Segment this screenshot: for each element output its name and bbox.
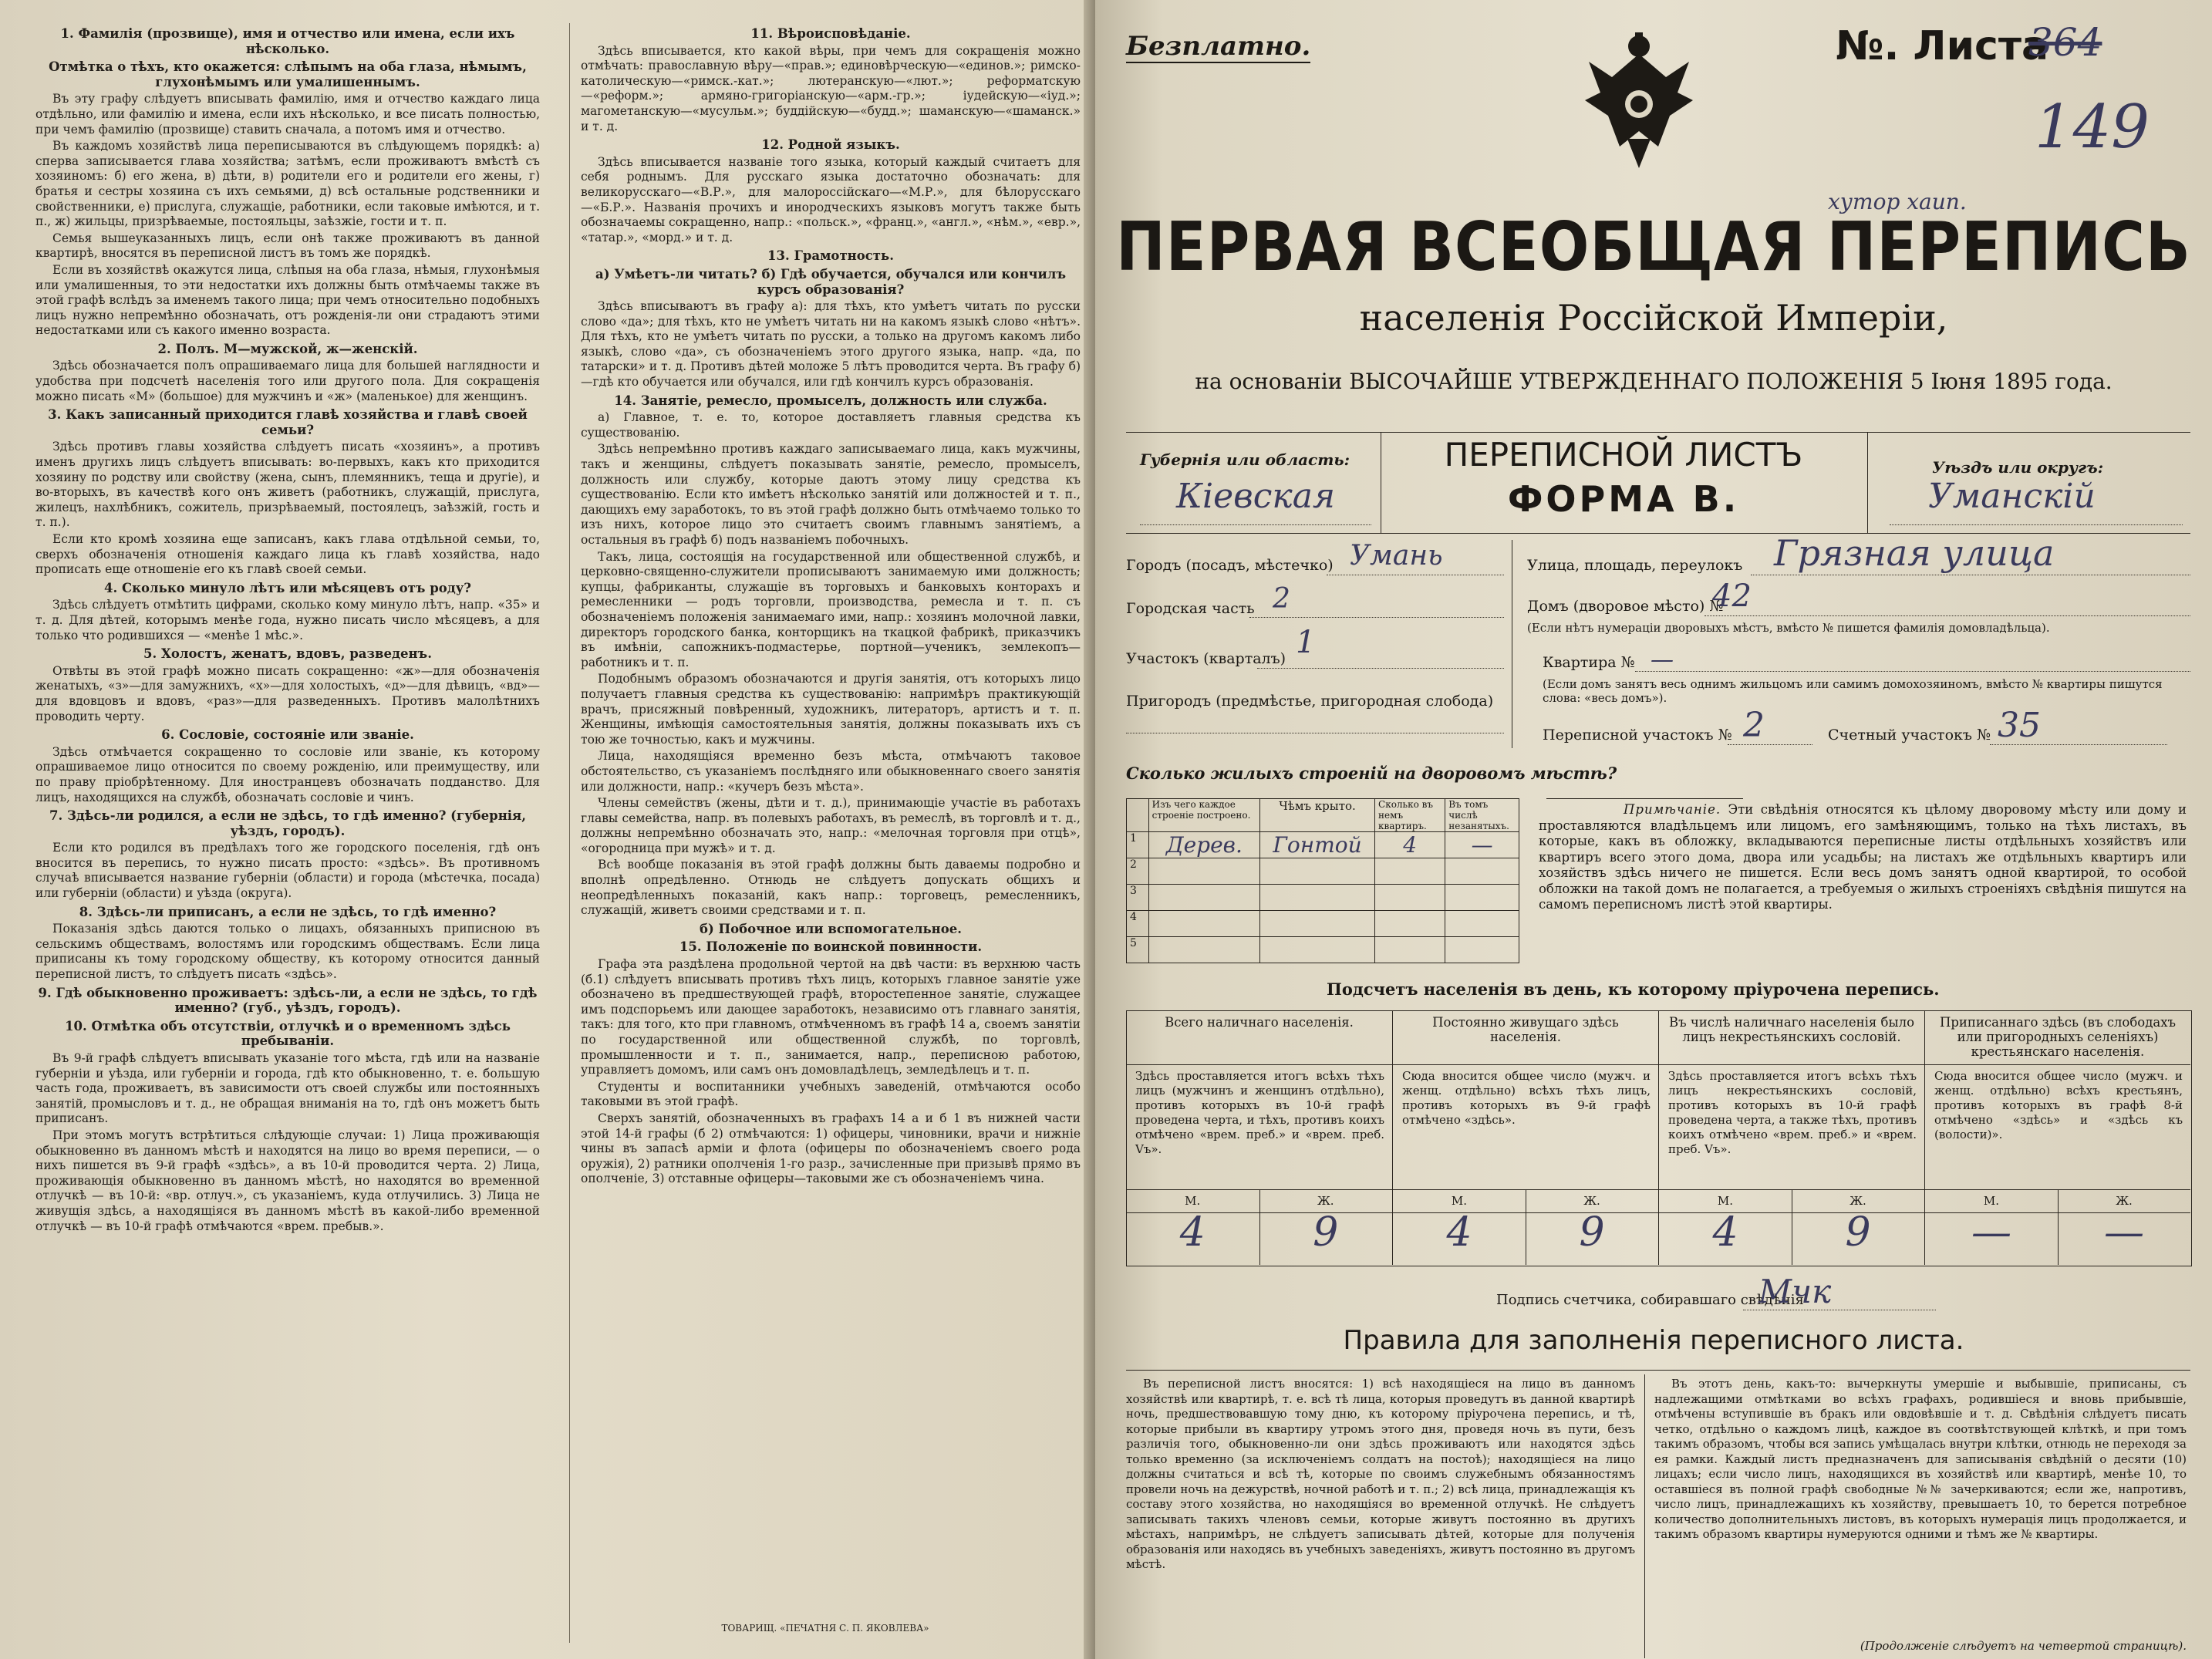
district-label: Уѣздъ или округъ: (1932, 458, 2104, 477)
buildings-cell-n: 4 (1127, 911, 1149, 937)
instruction-paragraph: Здѣсь слѣдуетъ отмѣтить цифрами, сколько кому минуло лѣтъ, напр. «35» и т. д. Для дѣтей, которымъ менѣе года, нужно писать число мѣсяцевъ, а для только что родившихся — «менѣе 1 мѣс.». (35, 598, 540, 642)
buildings-cell-n: 1 (1127, 832, 1149, 858)
instruction-paragraph: Лица, находящіяся временно безъ мѣста, отмѣчаютъ таковое обстоятельство, съ указаніемъ послѣдняго или обыкновеннаго своего занятія или должности, напр.: «кучеръ безъ мѣста». (581, 749, 1081, 794)
count-column (1126, 1010, 1392, 1265)
male-label: М. (1717, 1194, 1734, 1208)
count-column-title: Приписаннаго здѣсь (въ слободахъ или пригородныхъ селеніяхъ) крестьянскаго населенія. (1939, 1015, 2177, 1059)
house-note: (Если нѣтъ нумераціи дворовыхъ мѣстъ, вмѣсто № пишется фамилія домовладѣльца). (1527, 621, 2050, 635)
female-label: Ж. (1583, 1194, 1600, 1208)
count-column-description: Здѣсь проставляется итогъ всѣхъ тѣхъ лицъ некрестьянскихъ сословій, противъ которыхъ въ 10-й графѣ проведена черта, а также тѣхъ, противъ коихъ отмѣчено «врем. преб.» и «врем. преб. Vъ». (1668, 1069, 1917, 1156)
signature-label: Подпись счетчика, собиравшаго свѣдѣнія (1496, 1292, 1804, 1308)
buildings-header-apts: Сколько въ немъ квартиръ. (1375, 799, 1445, 832)
instruction-heading: 12. Родной языкъ. (761, 137, 900, 153)
precinct-line (1257, 668, 1504, 669)
buildings-cell-roof: Гонтой (1260, 832, 1375, 858)
female-label: Ж. (1850, 1194, 1866, 1208)
count-female-value: 9 (1313, 1209, 1339, 1256)
count-section-value: 35 (1998, 706, 2041, 745)
instruction-heading: 6. Сословіе, состояніе или званіе. (161, 727, 414, 743)
instruction-heading: 1. Фамилія (прозвище), имя и отчество или имена, если ихъ нѣсколько. (60, 26, 515, 56)
count-column (1658, 1010, 1924, 1265)
street-value: Грязная улица (1774, 532, 2055, 574)
count-female-value: 9 (1845, 1209, 1871, 1256)
male-label: М. (1983, 1194, 2000, 1208)
census-subtitle: населенія Россійской Имперіи, (1359, 297, 1948, 339)
imperial-eagle-icon (1581, 31, 1697, 170)
province-label: Губернія или область: (1140, 450, 1350, 469)
buildings-cell-material (1148, 937, 1259, 963)
buildings-row (1127, 832, 1519, 858)
female-label: Ж. (2116, 1194, 2133, 1208)
printer-footer: ТОВАРИЩ. «ПЕЧАТНЯ С. П. ЯКОВЛЕВА» (721, 1623, 929, 1634)
apartment-label: Квартира № (1543, 654, 1635, 671)
count-female-value: — (2104, 1209, 2144, 1256)
buildings-header-roof: Чѣмъ крыто. (1260, 799, 1375, 832)
instruction-paragraph: Семья вышеуказанныхъ лицъ, если онѣ также проживаютъ въ данной квартирѣ, вносятся въ переписной листъ въ томъ же порядкѣ. (35, 231, 540, 261)
buildings-header-material: Изъ чего каждое строеніе построено. (1148, 799, 1259, 832)
city-part-line (1249, 617, 1504, 618)
buildings-table (1126, 798, 1519, 963)
precinct-label: Участокъ (кварталъ) (1126, 650, 1286, 667)
sheet-number-label: №. Листа (1836, 23, 2049, 69)
signature-value: Мчк (1758, 1273, 1832, 1310)
instruction-heading: а) Умѣетъ-ли читать? б) Гдѣ обучается, обучался или кончилъ курсъ образованія? (595, 266, 1066, 297)
buildings-cell-apts (1375, 937, 1445, 963)
count-column-title: Въ числѣ наличнаго населенія было лицъ некрестьянскихъ сословій. (1668, 1015, 1915, 1044)
instruction-heading: 9. Гдѣ обыкновенно проживаетъ: здѣсь-ли, а если не здѣсь, то гдѣ именно? (губ., уѣздъ, городъ). (38, 985, 538, 1016)
male-label: М. (1451, 1194, 1468, 1208)
sheet-number-struck: 364 (2028, 20, 2102, 65)
handwritten-note: хутор хаип. (1828, 189, 1967, 214)
note-text: Эти свѣдѣнія относятся къ цѣлому дворовому мѣсту или дому и проставляются владѣльцемъ или лицомъ, его замѣняющимъ, только на тѣхъ листахъ, въ которые, какъ въ обложку, вкладываются переписные листы отдѣльныхъ хозяйствъ или квартиръ всего этого дома, двора или усадьбы; на листахъ же отдѣльныхъ квартиръ или хозяйствъ здѣсь ничего не пишется. Если весь домъ занятъ одной квартирой, то особой обложки на такой домъ не полагается, а требуемыя о жилыхъ строеніяхъ свѣдѣнія пишутся на самомъ переписномъ листѣ этой квартиры. (1539, 802, 2187, 912)
city-value: Умань (1350, 540, 1443, 572)
apartment-line (1635, 671, 2190, 672)
count-column-description: Сюда вносится общее число (мужч. и женщ. отдѣльно) всѣхъ тѣхъ лицъ, противъ которыхъ въ 9-й графѣ отмѣчено «здѣсь». (1402, 1069, 1651, 1127)
instruction-heading: 3. Какъ записанный приходится главѣ хозяйства и главѣ своей семьи? (48, 407, 528, 437)
instruction-paragraph: Въ эту графу слѣдуетъ вписывать фамилію, имя и отчество каждаго лица отдѣльно, или фамилію и имена, если ихъ нѣсколько, и все писать полностью, при чемъ фамилію (прозвище) ставить сначала, а потомъ имя и отчество. (35, 92, 540, 137)
instruction-paragraph: Отвѣты въ этой графѣ можно писать сокращенно: «ж»—для обозначенія женатыхъ, «з»—для замужнихъ, «х»—для холостыхъ, «д»—для дѣвицъ, «вд»—для вдовцовъ и вдовъ, «раз»—для разведенныхъ. Противъ малолѣтнихъ проводить черту. (35, 663, 540, 723)
instruction-heading: 14. Занятіе, ремесло, промыселъ, должность или служба. (614, 393, 1047, 408)
instructions-column-2 (569, 23, 1081, 1643)
province-line (1140, 524, 1371, 525)
buildings-row (1127, 937, 1519, 963)
instruction-paragraph: Всѣ вообще показанія въ этой графѣ должны быть даваемы подробно и вполнѣ опредѣленно. Отнюдь не слѣдуетъ допускать общихъ и неопредѣленныхъ показаній, какъ напр.: торговецъ, ремесленникъ, служащій, живетъ своими средствами и т. п. (581, 858, 1081, 918)
instruction-paragraph: Если кто кромѣ хозяина еще записанъ, какъ глава отдѣльной семьи, то, сверхъ обозначенія отношенія каждаго лица къ главѣ хозяйства, надо прописать еще отношеніе его къ главѣ своей семьи. (35, 532, 540, 577)
suburb-label: Пригородъ (предмѣстье, пригородная слобода) (1126, 693, 1494, 710)
census-section-label: Переписной участокъ № (1543, 727, 1732, 744)
count-male-value: 4 (1446, 1209, 1472, 1256)
census-title: ПЕРВАЯ ВСЕОБЩАЯ ПЕРЕПИСЬ (1116, 207, 2191, 286)
buildings-row (1127, 858, 1519, 885)
province-value: Кіевская (1176, 477, 1336, 516)
buildings-cell-apts (1375, 911, 1445, 937)
census-basis: на основаніи ВЫСОЧАЙШЕ УТВЕРЖДЕННАГО ПОЛОЖЕНІЯ 5 Іюня 1895 года. (1195, 369, 2113, 394)
buildings-cell-material (1148, 911, 1259, 937)
instruction-paragraph: Въ каждомъ хозяйствѣ лица переписываются въ слѣдующемъ порядкѣ: а) сперва записывается глава хозяйства; затѣмъ, если проживаютъ вмѣстѣ съ хозяиномъ: б) его жена, в) дѣти, в) родители его и родители его жены, г) братья и сестры хозяина съ ихъ семьями, д) всѣ остальные родственники и свойственники, е) прислуга, служащіе, работники, если таковые имѣются, и т. п., ж) жильцы, призрѣваемые, постояльцы, заѣзжіе, гости и т. п. (35, 139, 540, 229)
buildings-cell-n: 5 (1127, 937, 1149, 963)
district-value: Уманскій (1928, 477, 2096, 516)
rules-left-column: Въ переписной листъ вносятся: 1) всѣ находящіеся на лицо въ данномъ хозяйствѣ или квартирѣ, т. е. всѣ тѣ лица, которыя проведутъ въ данной квартирѣ ночь, предшествовавшую тому дню, къ которому пріурочена перепись, и тѣ, которые прибыли въ квартиру утромъ этого дня, проведя ночь въ пути, безъ различія того, обыкновенно-ли они здѣсь проживаютъ или находятся здѣсь только временно (за исключеніемъ солдатъ на постоѣ); находящіеся на лицо должны считаться и всѣ тѣ, которые по своимъ служебнымъ обязанностямъ провели ночь на дежурствѣ, ночной работѣ и т. п.; 2) всѣ лица, принадлежащія къ составу этого хозяйства, но находящіяся во временной отлучкѣ. Не слѣдуетъ записывать такихъ членовъ семьи, которые живутъ постоянно въ другихъ мѣстахъ, напримѣръ, не слѣдуетъ записывать дѣтей, которые для полученія образованія или находясь въ учебныхъ заведеніяхъ, живутъ постоянно въ другомъ мѣстѣ. (1126, 1377, 1635, 1571)
count-male-value: — (1971, 1209, 2011, 1256)
rules-heading: Правила для заполненія переписного листа. (1343, 1325, 1964, 1356)
buildings-header-empty: Въ томъ числѣ незанятыхъ. (1445, 799, 1519, 832)
instruction-paragraph: Сверхъ занятій, обозначенныхъ въ графахъ 14 а и б 1 въ нижней части этой 14-й графы (б 2) отмѣчаются: 1) офицеры, чиновники, врачи и нижніе чины въ запасѣ арміи и флота (офицеры по обозначеніемъ своего рода оружія), 2) ратники ополченія 1-го разр., зачисленные при призывѣ прямо въ ополченіе, 3) отставные офицеры—таковыми же съ обозначеніемъ чина. (581, 1111, 1081, 1186)
buildings-cell-apts: 4 (1375, 832, 1445, 858)
instruction-heading: 13. Грамотность. (767, 248, 894, 264)
count-column (1924, 1010, 2190, 1265)
census-form-page (1095, 0, 2212, 1659)
instruction-paragraph: Здѣсь вписывается названіе того языка, который каждый считаетъ для себя роднымъ. Для русскаго языка достаточно обозначать: для великорусскаго—«В.Р.», для малороссійскаго—«М.Р.», для бѣлорусскаго—«Б.Р.». Названія прочихъ и инородческихъ языковъ могутъ также быть обозначаемы сокращенно, напр.: «польск.», «франц.», «англ.», «нѣм.», «евр.», «татар.», «морд.» и т. д. (581, 154, 1081, 244)
buildings-question: Сколько жилыхъ строеній на дворовомъ мѣстѣ? (1126, 764, 1617, 783)
left-page (0, 0, 1095, 1659)
instructions-column-1 (35, 23, 540, 1236)
instruction-paragraph: Здѣсь противъ главы хозяйства слѣдуетъ писать «хозяинъ», а противъ именъ другихъ лицъ слѣдуетъ вписывать: во-первыхъ, какъ кто приходится хозяину по родству или свойству (жена, сынъ, племянникъ, теща и другіе), и во-вторыхъ, въ качествѣ кого онъ живетъ (работникъ, служащій, прислуга, жилецъ, нахлѣбникъ, сожитель, призрѣваемый, постоялецъ, заѣзжій, гость и т. п.). (35, 440, 540, 530)
instruction-paragraph: Здѣсь непремѣнно противъ каждаго записываемаго лица, какъ мужчины, такъ и женщины, слѣдуетъ показывать занятіе, ремесло, промыселъ, должность или службу, которые даютъ этому лицу средства къ существованію. Если кто имѣетъ нѣсколько занятій или должностей и т. п., дающихъ ему заработокъ, то въ этой графѣ должно быть отмѣчаемо только то изъ нихъ, которое лицо это считаетъ своимъ главнымъ занятіемъ, а остальныя въ графѣ б) подъ названіемъ побочныхъ. (581, 442, 1081, 547)
male-label: М. (1185, 1194, 1201, 1208)
city-part-label: Городская часть (1126, 600, 1255, 617)
instruction-paragraph: Студенты и воспитанники учебныхъ заведеній, отмѣчаются особо таковыми въ этой графѣ. (581, 1079, 1081, 1109)
census-section-value: 2 (1743, 706, 1765, 745)
census-section-line (1728, 744, 1812, 745)
count-column-title: Постоянно живущаго здѣсь населенія. (1432, 1015, 1619, 1044)
instruction-paragraph: Здѣсь вписываютъ въ графу а): для тѣхъ, кто умѣетъ читать по русски слово «да»; для тѣхъ, кто не умѣетъ читать ни на какомъ языкѣ слово «нѣтъ». Для тѣхъ, кто не умѣетъ читать по русски, а только на другомъ какомъ либо языкѣ, слово «да», съ обозначеніемъ этого другого языка, напр. «да, по татарски» и т. д. Противъ дѣтей моложе 5 лѣтъ проводится черта. Въ графу б)—гдѣ кто обучается или обучался, или гдѣ кончилъ курсъ образованія. (581, 299, 1081, 389)
buildings-cell-empty (1445, 858, 1519, 885)
buildings-cell-empty (1445, 885, 1519, 911)
instruction-paragraph: Такъ, лица, состоящія на государственной или общественной службѣ, и церковно-священно-служители прописываютъ занимаемую ими должность; купцы, фабриканты, служащіе въ торговыхъ и банковыхъ конторахъ и ремесленники — родъ торговли, производства, ремесла и т. п. съ обозначеніемъ положенія занимаемаго ими, напр.: хозяинъ молочной лавки, директоръ городского банка, конторщикъ на ткацкой фабрикѣ, приказчикъ въ имѣніи, сапожникъ-подмастерье, портной—ученикъ, землекопъ—работникъ и т. п. (581, 549, 1081, 669)
form-title: ПЕРЕПИСНОЙ ЛИСТЪ (1444, 436, 1803, 474)
instruction-heading: 10. Отмѣтка объ отсутствіи, отлучкѣ и о временномъ здѣсь пребываніи. (65, 1018, 511, 1049)
buildings-cell-roof (1260, 937, 1375, 963)
count-column-title: Всего наличнаго населенія. (1165, 1015, 1354, 1030)
count-column-description: Сюда вносится общее число (мужч. и женщ. отдѣльно) всѣхъ крестьянъ, противъ которыхъ въ графѣ 8-й отмѣчено «здѣсь» и «здѣсь къ (волости)». (1934, 1069, 2183, 1141)
instruction-heading: б) Побочное или вспомогательное. (699, 921, 963, 936)
buildings-cell-roof (1260, 911, 1375, 937)
buildings-cell-roof (1260, 858, 1375, 885)
instruction-heading: 15. Положеніе по воинской повинности. (679, 939, 983, 955)
house-line (1705, 615, 2190, 616)
buildings-row (1127, 911, 1519, 937)
note-top-rule (1546, 798, 1743, 799)
instruction-paragraph: Показанія здѣсь даются только о лицахъ, обязанныхъ приписною въ сельскимъ обществамъ, волостямъ или городскимъ обществамъ. Если лица приписаны къ тому городскому обществу, къ которому относится данный переписной листъ, то слѣдуетъ писать «здѣсь». (35, 922, 540, 982)
count-column-description: Здѣсь проставляется итогъ всѣхъ тѣхъ лицъ (мужчинъ и женщинъ отдѣльно), противъ которыхъ въ 10-й графѣ проведена черта, и тѣхъ, противъ коихъ отмѣчено «врем. преб.» и «врем. преб. Vъ». (1135, 1069, 1384, 1156)
instruction-paragraph: Подобнымъ образомъ обозначаются и другія занятія, отъ которыхъ лицо получаетъ главныя средства къ существованію: напримѣръ практикующій врачъ, присяжный повѣренный, художникъ, литераторъ, артистъ и т. п. Женщины, имѣющія самостоятельныя занятія, должны показывать ихъ съ тою же точностью, какъ и мужчины. (581, 672, 1081, 747)
instruction-paragraph: а) Главное, т. е. то, которое доставляетъ главныя средства къ существованію. (581, 410, 1081, 440)
buildings-cell-material (1148, 885, 1259, 911)
female-label: Ж. (1317, 1194, 1334, 1208)
form-type: ФОРМА В. (1507, 478, 1740, 520)
count-section-label: Счетный участокъ № (1828, 727, 1991, 744)
count-male-value: 4 (1179, 1209, 1205, 1256)
count-female-value: 9 (1579, 1209, 1605, 1256)
buildings-cell-empty (1445, 911, 1519, 937)
instruction-heading: 2. Полъ. М—мужской, ж—женскій. (157, 341, 418, 356)
note-heading: Примѣчаніе. (1624, 802, 1721, 817)
rules-continued: (Продолженіе слѣдуетъ на четвертой страницѣ). (1860, 1639, 2187, 1653)
instruction-paragraph: Если кто родился въ предѣлахъ того же городского поселенія, гдѣ онъ вносится въ перепись, то нужно писать просто: «здѣсь». Въ противномъ случаѣ вписывается название губерніи (области) и города (мѣстечка, посада) или губерніи (области) и уѣзда (округа). (35, 841, 540, 901)
instruction-heading: 11. Вѣроисповѣданіе. (750, 26, 911, 41)
buildings-cell-empty (1445, 937, 1519, 963)
sheet-number-handwritten: 149 (2035, 93, 2150, 162)
instruction-paragraph: Если въ хозяйствѣ окажутся лица, слѣпыя на оба глаза, нѣмыя, глухонѣмыя или умалишенныя, то эти недостатки ихъ должны быть отмѣчаемы также въ этой графѣ вслѣдъ за именемъ такого лица; при чемъ относительно подобныхъ лицъ нужно непремѣнно обозначать, отъ рожденія-ли они страдаютъ этими недостатками или съ какого именно возраста. (35, 262, 540, 338)
instruction-paragraph: Здѣсь обозначается полъ опрашиваемаго лица для большей наглядности и удобства при подсчетѣ населенія того или другого пола. Для сокращенія можно писать «М» (большое) для мужчинъ и «ж» (маленькое) для женщинъ. (35, 359, 540, 403)
buildings-cell-apts (1375, 858, 1445, 885)
count-section-line (1990, 744, 2167, 745)
instruction-paragraph: Здѣсь отмѣчается сокращенно то сословіе или званіе, къ которому опрашиваемое лицо относится по своему рожденію, или преимуществу, или по праву пріобрѣтенному. Для иностранцевъ обозначать подданство. Для лицъ, находящихся на службѣ, обозначать сословіе и чинъ. (35, 744, 540, 804)
buildings-cell-n: 2 (1127, 858, 1149, 885)
rules-divider (1644, 1374, 1645, 1658)
buildings-row (1127, 885, 1519, 911)
count-heading: Подсчетъ населенія въ день, къ которому пріурочена перепись. (1327, 980, 1940, 999)
rules-top-rule (1126, 1370, 2190, 1371)
buildings-cell-n: 3 (1127, 885, 1149, 911)
note-block (1539, 802, 2187, 913)
street-label: Улица, площадь, переулокъ (1527, 557, 1743, 574)
house-label: Домъ (дворовое мѣсто) № (1527, 598, 1724, 615)
apartment-value: — (1651, 646, 1674, 673)
instruction-heading: 5. Холостъ, женатъ, вдовъ, разведенъ. (143, 646, 432, 662)
instruction-paragraph: Въ 9-й графѣ слѣдуетъ вписывать указаніе того мѣста, гдѣ или на названіе губерніи и уѣзда, или губерніи и города, гдѣ кто обыкновенно, т. е. большую часть года, проживаетъ, въ зависимости отъ своей службы или постоянныхъ занятій, промысловъ и т. д., не обращая вниманія на то, гдѣ онъ можетъ быть приписанъ. (35, 1051, 540, 1126)
instruction-paragraph: Члены семействъ (жены, дѣти и т. д.), принимающіе участіе въ работахъ главы семейства, напр. въ полевыхъ работахъ, въ ремеслѣ, въ торговлѣ и т. д., должны непремѣнно обозначать это, напр.: «мелочная торговля при отцѣ», «огородница при мужѣ» и т. д. (581, 796, 1081, 855)
count-male-value: 4 (1712, 1209, 1738, 1256)
instruction-heading: 7. Здѣсь-ли родился, а если не здѣсь, то гдѣ именно? (губернія, уѣздъ, городъ). (49, 808, 526, 838)
apartment-note: (Если домъ занятъ весь однимъ жильцомъ или самимъ домохозяиномъ, вмѣсто № квартиры пишутся слова: «весь домъ»). (1543, 677, 2163, 705)
instruction-heading: 4. Сколько минуло лѣтъ или мѣсяцевъ отъ роду? (104, 580, 471, 595)
precinct-value: 1 (1296, 625, 1316, 660)
buildings-cell-material (1148, 858, 1259, 885)
buildings-cell-material: Дерев. (1148, 832, 1259, 858)
instruction-heading: Отмѣтка о тѣхъ, кто окажется: слѣпымъ на оба глаза, нѣмымъ, глухонѣмымъ или умалишеннымъ. (49, 59, 527, 89)
district-line (1890, 524, 2183, 525)
house-value: 42 (1712, 578, 1752, 614)
rules-right-column: Въ этотъ день, какъ-то: вычеркнуты умершіе и выбывшіе, приписаны, съ надлежащими отмѣтками во всѣхъ графахъ, родившіеся и вновь прибывшіе, отмѣчены вступившіе въ бракъ или овдовѣвшіе и т. д. Свѣдѣнія слѣдуетъ писать четко, отдѣльно о каждомъ лицѣ, каждое въ соотвѣтствующей клѣткѣ, и при томъ такимъ образомъ, чтобы вся запись умѣщалась внутри клѣтки, отнюдь не переходя за ея рамки. Каждый листъ предназначенъ для записыванія свѣдѣній о десяти (10) лицахъ; если число лицъ, находящихся въ хозяйствѣ или квартирѣ, менѣе 10, то оставшіеся въ полной графѣ свободные №№ зачеркиваются; если же, напротивъ, число лицъ, принадлежащихъ къ хозяйству, превышаетъ 10, то берется потребное количество дополнительныхъ листовъ, въ которыхъ нумерація лицъ продолжается, и такимъ образомъ квартиры нумеруются одними и тѣмъ же № квартиры. (1654, 1377, 2187, 1541)
instruction-paragraph: Здѣсь вписывается, кто какой вѣры, при чемъ для сокращенія можно отмѣчать: православную вѣру—«прав.»; единовѣрческую—«единов.»; римско-католическую—«римск.-кат.»; лютеранскую—«лют.»; реформатскую—«реформ.»; армяно-григоріанскую—«арм.-гр.»; іудейскую—«іуд.»; магометанскую—«мусульм.»; буддійскую—«будд.»; шаманскую—«шаманск.» и т. д. (581, 43, 1081, 133)
buildings-cell-empty: — (1445, 832, 1519, 858)
free-label: Безплатно. (1126, 31, 1311, 62)
city-label: Городъ (посадъ, мѣстечко) (1126, 557, 1334, 574)
city-part-value: 2 (1273, 583, 1290, 615)
buildings-cell-apts (1375, 885, 1445, 911)
count-column (1392, 1010, 1658, 1265)
instruction-heading: 8. Здѣсь-ли приписанъ, а если не здѣсь, то гдѣ именно? (79, 904, 497, 919)
instruction-paragraph: Графа эта раздѣлена продольной чертой на двѣ части: въ верхнюю часть (б.1) слѣдуетъ вписывать противъ тѣхъ лицъ, которыхъ главное занятіе уже обозначено въ предшествующей графѣ, второстепенное занятіе, служащее имъ подспорьемъ или дающее заработокъ, независимо отъ главнаго занятія, такъ: для того, кто при главномъ, отмѣченномъ въ графѣ 14 а, своемъ занятіи по государственной или общественной службѣ, по торговлѣ, промышленности и т. п., занимается, напр., переписною работою, управляетъ домомъ, или самъ онъ домовладѣлецъ, земледѣлецъ и т. п. (581, 957, 1081, 1077)
buildings-cell-roof (1260, 885, 1375, 911)
instruction-paragraph: При этомъ могутъ встрѣтиться слѣдующіе случаи: 1) Лица проживающія обыкновенно въ данномъ мѣстѣ и находятся на лицо во время переписи, — о нихъ пишется въ 9-й графѣ «здѣсь», а въ 10-й проводится черта. 2) Лица, проживающія обыкновенно въ данномъ мѣстѣ, но находятся во временной отлучкѣ — въ 10-й: «вр. отлуч.», съ указаніемъ, куда отлучились. 3) Лица не живущія здѣсь, а находящіяся въ данномъ мѣстѣ въ какой-либо временной отлучкѣ — въ 10-й графѣ отмѣчаются «врем. пребыв.». (35, 1128, 540, 1233)
